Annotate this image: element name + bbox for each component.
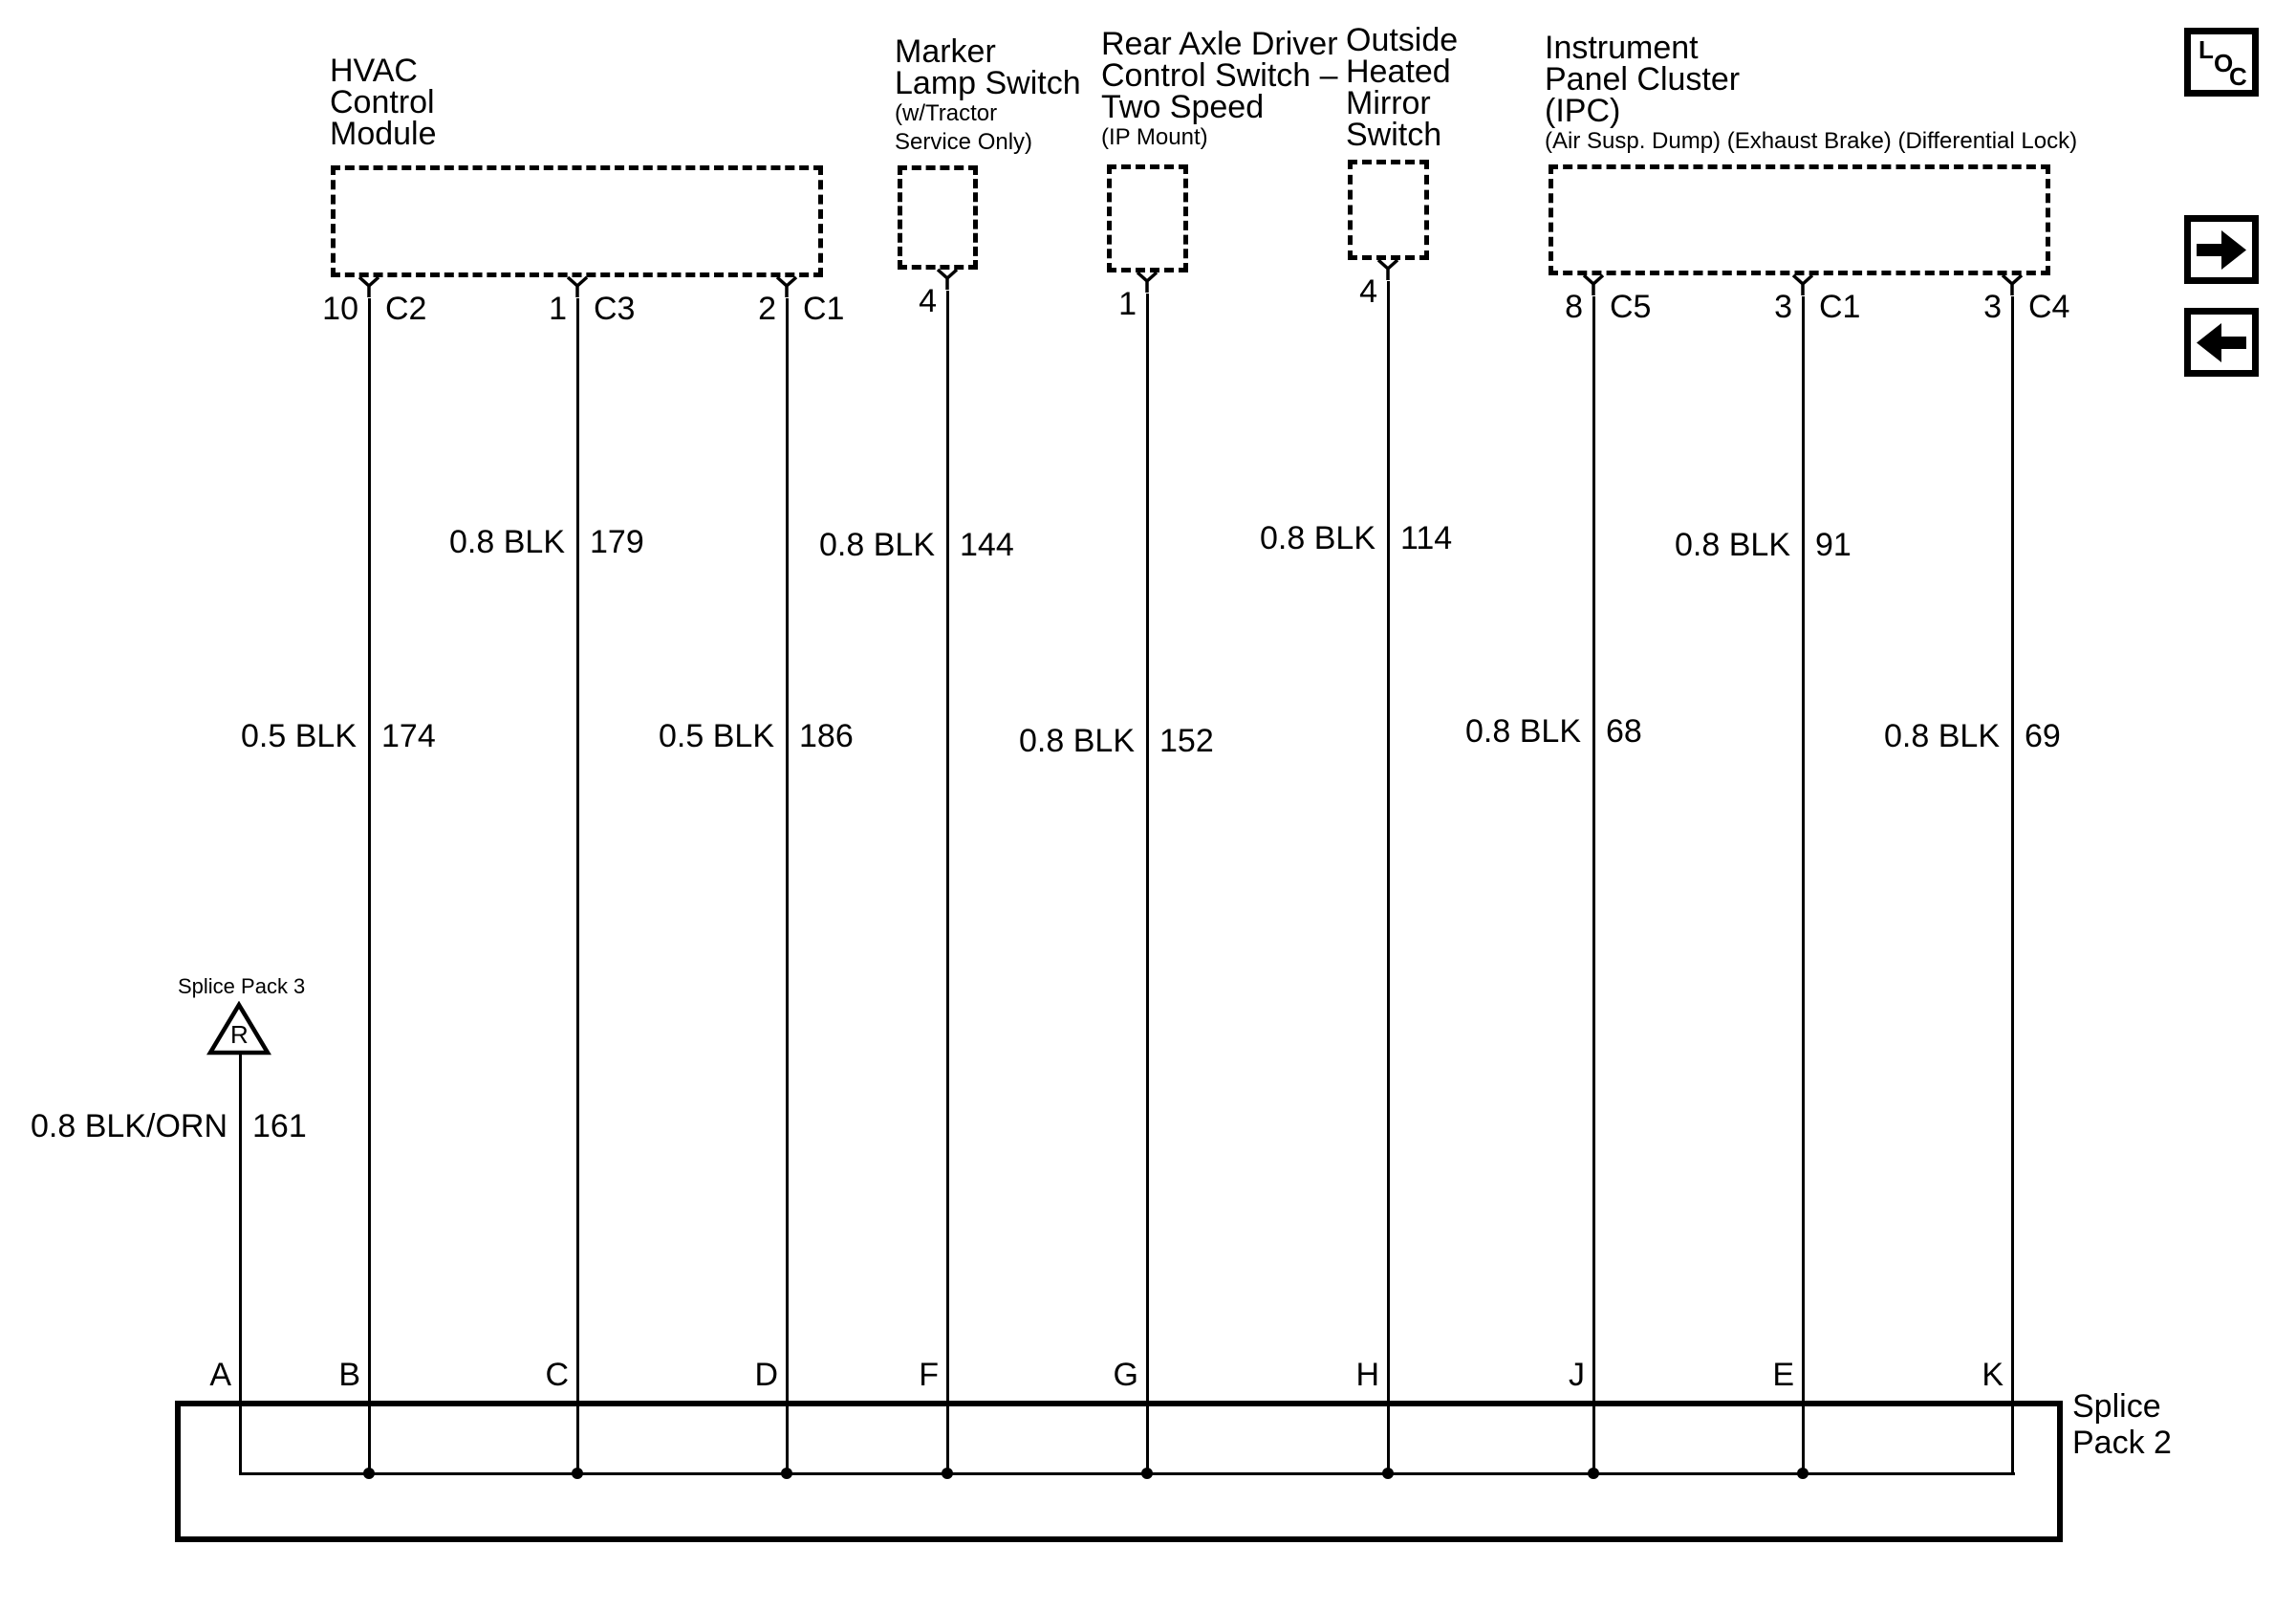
wire-C-gauge-label: 0.8 BLK — [449, 524, 565, 560]
wire-J-gauge-label: 0.8 BLK — [1465, 713, 1581, 750]
loc-letter-c: C — [2229, 62, 2247, 91]
loc-letter-o: O — [2214, 49, 2234, 77]
splice-pack-2-label — [2072, 1388, 2172, 1461]
splice-terminal-letter-K: K — [1982, 1357, 2004, 1393]
wire-B — [368, 298, 371, 1475]
loc-letter-l: L — [2199, 35, 2214, 64]
pin-fork-icon — [1581, 273, 1606, 295]
instrument-panel-cluster-pin-connector: C4 — [2028, 289, 2070, 325]
arrow-right-icon — [2191, 222, 2252, 277]
hvac-control-module-pin-number: 2 — [758, 291, 776, 327]
outside-heated-mirror-switch-label-line: Heated — [1346, 54, 1451, 90]
outside-heated-mirror-switch-pin-number: 4 — [1359, 273, 1377, 310]
wire-C-circuit-number: 179 — [590, 524, 644, 560]
wire-C — [576, 298, 579, 1475]
outside-heated-mirror-switch-label — [1346, 22, 1459, 153]
wire-J-circuit-number: 68 — [1606, 713, 1642, 750]
instrument-panel-cluster-label — [1545, 30, 2078, 156]
instrument-panel-cluster-pin-connector: C5 — [1610, 289, 1652, 325]
instrument-panel-cluster-pin-number: 3 — [1774, 289, 1792, 325]
pin-fork-icon — [774, 275, 799, 297]
pin-fork-icon — [1790, 273, 1815, 295]
wire-K-circuit-number: 69 — [2025, 718, 2061, 754]
hvac-control-module-pin-connector: C3 — [594, 291, 636, 327]
hvac-control-module-label-line: HVAC — [330, 53, 418, 89]
splice-terminal-letter-C: C — [545, 1357, 569, 1393]
wire-K-gauge-label: 0.8 BLK — [1884, 718, 2000, 754]
wire-A-circuit-number: 161 — [252, 1108, 307, 1144]
wire-H-gauge-label: 0.8 BLK — [1260, 520, 1375, 556]
wire-G — [1146, 294, 1149, 1475]
instrument-panel-cluster-sublabel-line: (Air Susp. Dump) (Exhaust Brake) (Differential Lock) — [1545, 128, 2078, 154]
wire-D-circuit-number: 186 — [799, 718, 854, 754]
instrument-panel-cluster-label-line: (IPC) — [1545, 93, 1621, 129]
rear-axle-driver-control-switch-label-line: Control Switch – — [1101, 57, 1338, 94]
pin-fork-icon — [565, 275, 590, 297]
wire-G-circuit-number: 152 — [1159, 723, 1214, 759]
pin-fork-icon — [935, 268, 960, 290]
marker-lamp-switch-label — [895, 33, 1081, 157]
splice-pack-2-label-line2: Pack 2 — [2072, 1425, 2172, 1461]
splice-pack-2-bus — [240, 1472, 2015, 1475]
rear-axle-driver-control-switch-label-line: Two Speed — [1101, 89, 1265, 125]
splice-pack-3-code: R — [230, 1020, 249, 1049]
splice-terminal-letter-J: J — [1569, 1357, 1585, 1393]
rear-axle-driver-control-switch-label — [1101, 26, 1338, 152]
hvac-control-module-label-line: Control — [330, 84, 435, 120]
splice-terminal-letter-B: B — [338, 1357, 360, 1393]
rear-axle-driver-control-switch-label-line: Rear Axle Driver — [1101, 26, 1338, 62]
marker-lamp-switch-pin-number: 4 — [919, 283, 937, 319]
wire-B-gauge-label: 0.5 BLK — [241, 718, 357, 754]
hvac-control-module-box — [331, 165, 823, 277]
wire-K — [2011, 296, 2014, 1475]
outside-heated-mirror-switch-label-line: Switch — [1346, 117, 1442, 153]
outside-heated-mirror-switch-label-line: Mirror — [1346, 85, 1431, 121]
instrument-panel-cluster-label-line: Instrument — [1545, 30, 1699, 66]
wire-B-circuit-number: 174 — [381, 718, 436, 754]
splice-terminal-letter-H: H — [1355, 1357, 1379, 1393]
hvac-control-module-pin-number: 10 — [322, 291, 358, 327]
hvac-control-module-pin-connector: C1 — [803, 291, 845, 327]
splice-terminal-letter-E: E — [1772, 1357, 1794, 1393]
splice-terminal-letter-A: A — [209, 1357, 231, 1393]
outside-heated-mirror-switch-box — [1348, 160, 1429, 260]
splice-terminal-letter-D: D — [754, 1357, 778, 1393]
hvac-control-module-pin-number: 1 — [549, 291, 567, 327]
wire-E-gauge-label: 0.8 BLK — [1675, 527, 1790, 563]
wire-J — [1592, 296, 1595, 1475]
wire-E-circuit-number: 91 — [1815, 527, 1852, 563]
wire-H — [1387, 281, 1390, 1475]
instrument-panel-cluster-pin-connector: C1 — [1819, 289, 1861, 325]
splice-pack-2-label-line1: Splice — [2072, 1388, 2161, 1425]
pin-fork-icon — [1135, 271, 1159, 293]
splice-pack-3-label: Splice Pack 3 — [178, 974, 306, 998]
splice-terminal-letter-G: G — [1113, 1357, 1138, 1393]
back-button[interactable] — [2184, 308, 2259, 377]
rear-axle-driver-control-switch-sublabel-line: (IP Mount) — [1101, 124, 1208, 150]
wire-D-gauge-label: 0.5 BLK — [659, 718, 774, 754]
pin-fork-icon — [357, 275, 381, 297]
marker-lamp-switch-sublabel-line: (w/Tractor — [895, 100, 998, 126]
loc-button[interactable] — [2184, 28, 2259, 97]
wire-H-circuit-number: 114 — [1400, 520, 1453, 556]
rear-axle-driver-control-switch-box — [1107, 164, 1188, 272]
wire-F-gauge-label: 0.8 BLK — [819, 527, 935, 563]
instrument-panel-cluster-pin-number: 8 — [1565, 289, 1583, 325]
splice-pack-2-box — [175, 1401, 2063, 1542]
wire-G-gauge-label: 0.8 BLK — [1019, 723, 1135, 759]
pin-fork-icon — [1375, 258, 1400, 280]
marker-lamp-switch-box — [898, 165, 978, 270]
marker-lamp-switch-label-line: Lamp Switch — [895, 65, 1081, 101]
wire-A-gauge-label: 0.8 BLK/ORN — [31, 1108, 227, 1144]
instrument-panel-cluster-pin-number: 3 — [1983, 289, 2002, 325]
marker-lamp-switch-sublabel-line: Service Only) — [895, 129, 1033, 155]
pin-fork-icon — [2000, 273, 2025, 295]
hvac-control-module-label-line: Module — [330, 116, 437, 152]
hvac-control-module-label — [330, 55, 437, 150]
wire-E — [1802, 296, 1805, 1475]
instrument-panel-cluster-label-line: Panel Cluster — [1545, 61, 1741, 98]
arrow-left-icon — [2191, 315, 2252, 370]
wire-D — [786, 298, 789, 1475]
wire-F-circuit-number: 144 — [960, 527, 1014, 563]
hvac-control-module-pin-connector: C2 — [385, 291, 427, 327]
forward-button[interactable] — [2184, 215, 2259, 284]
wire-F — [946, 291, 949, 1475]
instrument-panel-cluster-box — [1549, 164, 2050, 275]
marker-lamp-switch-label-line: Marker — [895, 33, 996, 70]
splice-terminal-letter-F: F — [919, 1357, 939, 1393]
outside-heated-mirror-switch-label-line: Outside — [1346, 22, 1459, 58]
rear-axle-driver-control-switch-pin-number: 1 — [1118, 286, 1137, 322]
